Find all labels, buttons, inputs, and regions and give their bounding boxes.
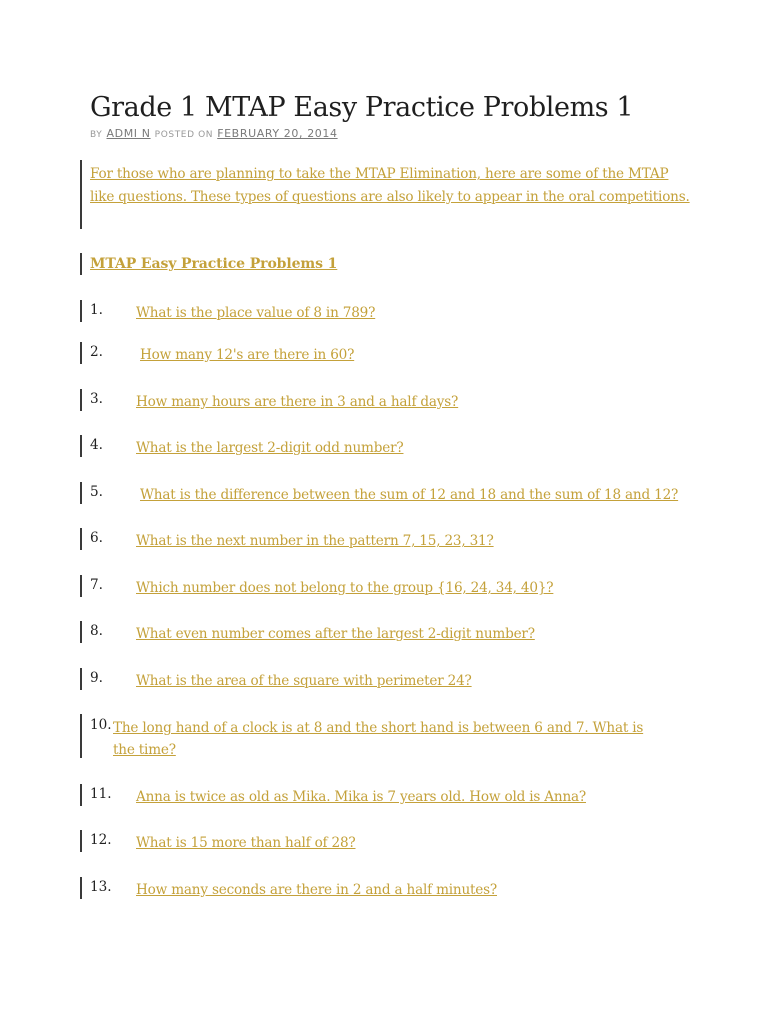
posted-on-label: POSTED ON bbox=[154, 130, 214, 140]
question-number: 4. bbox=[90, 437, 103, 453]
margin-bar bbox=[80, 668, 82, 690]
margin-bar bbox=[80, 621, 82, 643]
margin-bar bbox=[80, 160, 82, 229]
question-number: 10. bbox=[90, 717, 112, 733]
question-link[interactable]: What even number comes after the largest 2-digit number? bbox=[136, 626, 535, 642]
margin-bar bbox=[80, 528, 82, 550]
post-title: Grade 1 MTAP Easy Practice Problems 1 bbox=[90, 92, 634, 123]
margin-bar bbox=[80, 253, 82, 275]
author-link[interactable]: ADMI N bbox=[106, 127, 151, 140]
post-byline bbox=[90, 127, 338, 140]
post-date-link[interactable]: FEBRUARY 20, 2014 bbox=[217, 127, 338, 140]
question-number: 11. bbox=[90, 786, 112, 802]
question-link[interactable]: How many seconds are there in 2 and a half minutes? bbox=[136, 882, 497, 898]
margin-bar bbox=[80, 482, 82, 504]
question-link[interactable]: The long hand of a clock is at 8 and the short hand is between 6 and 7. What is the time? bbox=[113, 720, 644, 758]
margin-bar bbox=[80, 435, 82, 457]
question-number: 7. bbox=[90, 577, 103, 593]
margin-bar bbox=[80, 300, 82, 322]
intro-paragraph-link[interactable]: For those who are planning to take the MTAP Elimination, here are some of the MTAP like questions. These types of questions are also likely to appear in the oral competitions. bbox=[90, 166, 690, 205]
question-link[interactable]: Which number does not belong to the group {16, 24, 34, 40}? bbox=[136, 580, 554, 596]
margin-bar bbox=[80, 342, 82, 364]
question-link[interactable]: What is the next number in the pattern 7, 15, 23, 31? bbox=[136, 533, 494, 549]
question-number: 12. bbox=[90, 832, 112, 848]
margin-bar bbox=[80, 575, 82, 597]
margin-bar bbox=[80, 714, 82, 758]
question-number: 9. bbox=[90, 670, 103, 686]
question-number: 8. bbox=[90, 623, 103, 639]
question-link[interactable]: What is the difference between the sum of 12 and 18 and the sum of 18 and 12? bbox=[140, 487, 679, 503]
margin-bar bbox=[80, 877, 82, 899]
question-link[interactable]: What is the place value of 8 in 789? bbox=[136, 305, 376, 321]
question-number: 6. bbox=[90, 530, 103, 546]
question-link[interactable]: Anna is twice as old as Mika. Mika is 7 years old. How old is Anna? bbox=[136, 789, 586, 805]
margin-bar bbox=[80, 784, 82, 806]
question-link[interactable]: What is the area of the square with perimeter 24? bbox=[136, 673, 472, 689]
by-label: BY bbox=[90, 130, 103, 140]
question-number: 13. bbox=[90, 879, 112, 895]
question-number: 2. bbox=[90, 344, 103, 360]
question-link[interactable]: What is 15 more than half of 28? bbox=[136, 835, 356, 851]
question-link[interactable]: How many 12's are there in 60? bbox=[140, 347, 355, 363]
question-number: 3. bbox=[90, 391, 103, 407]
question-number: 5. bbox=[90, 484, 103, 500]
margin-bar bbox=[80, 830, 82, 852]
question-link[interactable]: How many hours are there in 3 and a half days? bbox=[136, 394, 459, 410]
question-link[interactable]: What is the largest 2-digit odd number? bbox=[136, 440, 404, 456]
question-number: 1. bbox=[90, 302, 103, 318]
section-heading-link[interactable]: MTAP Easy Practice Problems 1 bbox=[90, 256, 338, 272]
margin-bar bbox=[80, 389, 82, 411]
